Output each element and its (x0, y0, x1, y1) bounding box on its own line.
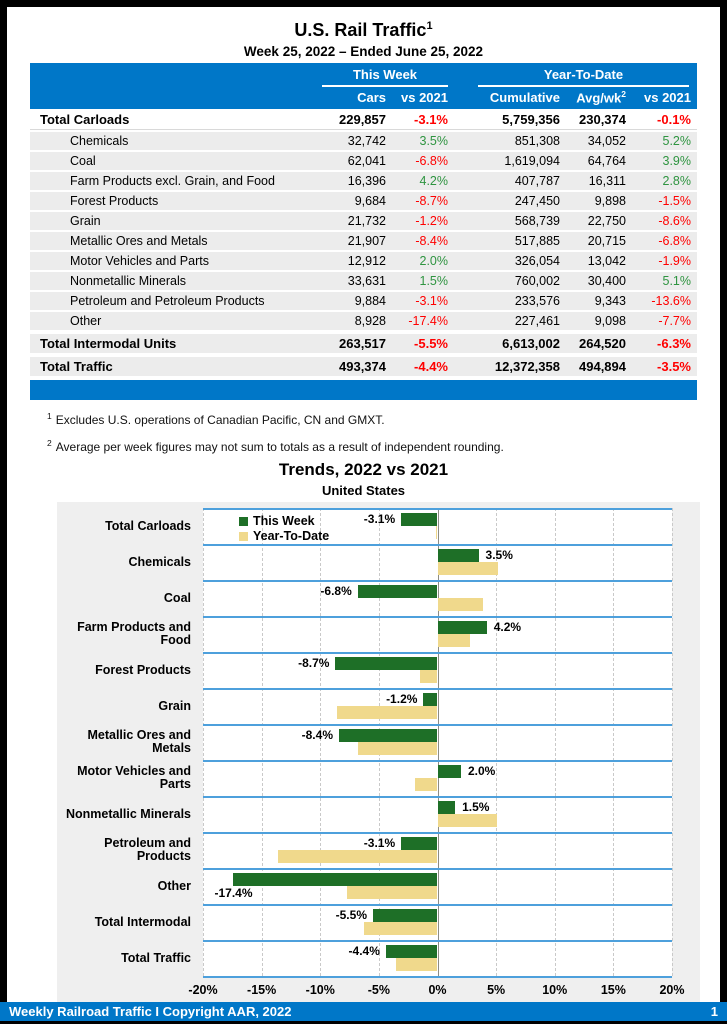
row-value: 30,400 (587, 274, 626, 288)
bar-this-week (438, 549, 479, 562)
row-value: 33,631 (347, 274, 386, 288)
chart-category-label: Other (157, 878, 191, 893)
x-axis-tick-label: -5% (367, 983, 390, 997)
chart-legend (239, 514, 329, 544)
page-subtitle: Week 25, 2022 – Ended June 25, 2022 (243, 44, 484, 59)
bar-this-week (438, 801, 456, 814)
row-value: 22,750 (587, 214, 626, 228)
chart-band (203, 688, 672, 724)
column-header-avg-per-week: Avg/$wk^2$ (576, 89, 626, 106)
chart-band (203, 724, 672, 760)
row-value: 2.0% (419, 254, 448, 268)
row-label: Forest Products (70, 194, 159, 208)
column-header-ytd-vs-2021: vs 2021 (644, 90, 691, 105)
chart-band (203, 616, 672, 652)
row-value: 12,372,358 (494, 359, 560, 374)
x-axis-tick-label: -20% (188, 983, 218, 997)
row-value: 12,912 (347, 254, 386, 268)
bar-year-to-date (337, 706, 438, 719)
chart-category-label: Chemicals (128, 554, 191, 569)
chart-category-label: Metallic Ores and Metals (87, 728, 191, 755)
row-value: 4.2% (419, 174, 448, 188)
row-label: Petroleum and Petroleum Products (70, 294, 265, 308)
chart-band (203, 796, 672, 832)
bar-year-to-date (415, 778, 437, 791)
bar-value-label: -4.4% (348, 944, 380, 958)
chart-category-label: Total Intermodal (94, 914, 191, 929)
bar-value-label: -3.1% (363, 512, 396, 526)
bar-value-label: 2.0% (467, 764, 496, 778)
row-value: 13,042 (587, 254, 626, 268)
footer-text: Weekly Railroad Traffic I Copyright AAR, 2022 (9, 1004, 292, 1019)
row-value: 326,054 (514, 254, 560, 268)
chart-category-label: Grain (158, 698, 191, 713)
row-value: 9,884 (354, 294, 386, 308)
chart-category-label: Total Traffic (121, 950, 191, 965)
row-value: -1.9% (658, 254, 691, 268)
x-axis-tick-label: 10% (542, 983, 568, 997)
bar-year-to-date (438, 598, 484, 611)
table-row (30, 192, 697, 210)
table-row (30, 357, 697, 376)
row-value: 16,396 (347, 174, 386, 188)
bar-this-week (233, 873, 437, 886)
bar-year-to-date (396, 958, 437, 971)
chart-band (203, 832, 672, 868)
chart-bands (203, 508, 672, 976)
legend-swatch-this-week-icon (239, 517, 248, 526)
row-value: 21,907 (347, 234, 386, 248)
chart-band (203, 580, 672, 616)
row-value: 247,450 (514, 194, 560, 208)
row-value: 8,928 (354, 314, 386, 328)
bar-this-week (438, 621, 487, 634)
bar-this-week (438, 765, 461, 778)
chart-plot-area (203, 508, 672, 978)
x-axis-tick-label: -10% (305, 983, 335, 997)
row-value: -6.3% (657, 336, 691, 351)
row-value: -8.4% (415, 234, 448, 248)
x-axis-tick-label: -15% (247, 983, 277, 997)
row-value: 264,520 (579, 336, 626, 351)
bar-year-to-date (364, 922, 438, 935)
bar-this-week (401, 837, 437, 850)
chart-category-label: Total Carloads (105, 518, 191, 533)
x-axis-tick-label: 0% (428, 983, 447, 997)
bar-this-week (386, 945, 438, 958)
chart-band (203, 760, 672, 796)
bar-value-label: 1.5% (462, 800, 490, 814)
table-column-header-row (30, 86, 691, 109)
column-header-cumulative: Cumulative (489, 90, 560, 105)
row-value: -3.5% (657, 359, 691, 374)
bar-year-to-date (438, 634, 471, 647)
bar-value-label: -6.8% (320, 584, 352, 598)
row-value: 493,374 (339, 359, 386, 374)
x-axis-tick-label: 5% (487, 983, 506, 997)
bar-year-to-date (438, 814, 498, 827)
page-title (7, 15, 720, 41)
table-row (30, 212, 697, 230)
row-value: 230,374 (579, 111, 626, 127)
table-row (30, 334, 697, 353)
row-label: Total Traffic (40, 359, 113, 374)
row-value: 2.8% (662, 174, 691, 188)
chart-category-label: Nonmetallic Minerals (65, 806, 191, 821)
row-value: 9,684 (354, 194, 386, 208)
bar-year-to-date (347, 886, 437, 899)
bar-value-label: -3.1% (363, 836, 396, 850)
page-title-text: U.S. Rail Traffic (294, 20, 427, 40)
bar-value-label: 4.2% (493, 620, 522, 634)
row-value: 9,898 (594, 194, 626, 208)
row-value: 517,885 (514, 234, 560, 248)
group-header-year-to-date: Year-To-Date (448, 67, 691, 87)
table-row (30, 109, 697, 130)
chart-band (203, 868, 672, 904)
row-value: 6,613,002 (502, 336, 560, 351)
chart-category-labels (57, 508, 203, 1002)
row-value: 3.5% (419, 134, 448, 148)
row-value: 227,461 (514, 314, 560, 328)
row-value: -5.5% (414, 336, 448, 351)
bar-this-week (358, 585, 438, 598)
report-content (7, 7, 720, 1002)
bar-value-label: -17.4% (214, 886, 253, 900)
row-value: 407,787 (514, 174, 560, 188)
row-value: -1.5% (658, 194, 691, 208)
row-value: -17.4% (408, 314, 448, 328)
bar-year-to-date (420, 670, 438, 683)
chart-x-axis (188, 978, 685, 1002)
bar-value-label: -1.2% (386, 692, 418, 706)
bar-this-week (423, 693, 437, 706)
gridline (672, 508, 673, 976)
bar-year-to-date (438, 562, 499, 575)
chart-category-label: Forest Products (95, 662, 191, 677)
row-value: -3.1% (414, 111, 448, 127)
row-value: 1.5% (419, 274, 448, 288)
row-value: 229,857 (339, 111, 386, 127)
row-value: 5,759,356 (502, 111, 560, 127)
chart-subtitle: United States (321, 483, 406, 498)
table-row (30, 312, 697, 330)
row-label: Other (70, 314, 102, 328)
legend-item-this-week: This Week (239, 514, 329, 529)
chart-title: Trends, 2022 vs 2021 (278, 460, 449, 479)
row-value: 16,311 (588, 174, 626, 188)
bar-value-label: 3.5% (485, 548, 513, 562)
bar-this-week (335, 657, 437, 670)
row-value: 34,052 (587, 134, 626, 148)
table-row (30, 292, 697, 310)
chart-panel (57, 502, 700, 1002)
row-value: 21,732 (347, 214, 386, 228)
row-value: 32,742 (347, 134, 386, 148)
row-value: -0.1% (657, 111, 691, 127)
row-value: 9,343 (594, 294, 626, 308)
x-axis-tick-label: 15% (600, 983, 626, 997)
table-header (30, 63, 697, 109)
row-value: 20,715 (587, 234, 626, 248)
footer-page-number: 1 (710, 1004, 718, 1019)
row-value: -3.1% (415, 294, 448, 308)
bar-year-to-date (436, 526, 437, 539)
footnote-1: $^1$ Excludes U.S. operations of Canadian Pacific, CN and GMXT. (47, 411, 385, 427)
chart-band (203, 940, 672, 976)
group-header-this-week: This Week (300, 67, 448, 87)
row-value: 62,041 (347, 154, 386, 168)
chart-plot-column (188, 508, 685, 1002)
row-value: -6.8% (415, 154, 448, 168)
table-row (30, 232, 697, 250)
chart-category-label: Coal (163, 590, 191, 605)
bar-this-week (339, 729, 437, 742)
legend-item-year-to-date: Year-To-Date (239, 529, 329, 544)
bar-year-to-date (278, 850, 437, 863)
row-value: 568,739 (514, 214, 560, 228)
table-body (30, 109, 697, 376)
table-row (30, 272, 697, 290)
column-header-cars-vs-2021: vs 2021 (401, 90, 448, 105)
row-value: -8.6% (658, 214, 691, 228)
bar-value-label: -8.7% (298, 656, 330, 670)
bar-this-week (373, 909, 437, 922)
table-row (30, 172, 697, 190)
bar-value-label: -5.5% (335, 908, 367, 922)
row-label: Coal (70, 154, 96, 168)
table-bottom-bar (30, 380, 697, 400)
table-row (30, 152, 697, 170)
chart-band (203, 544, 672, 580)
row-value: -6.8% (658, 234, 691, 248)
row-value: 5.1% (662, 274, 691, 288)
row-value: 233,576 (514, 294, 560, 308)
chart-category-label: Farm Products and Food (77, 620, 191, 647)
avg-footnote-marker: 2 (621, 89, 626, 100)
row-value: -4.4% (414, 359, 448, 374)
title-footnote-marker: 1 (426, 20, 433, 32)
table-group-header-row (30, 67, 691, 86)
chart-category-label: Petroleum and Products (104, 836, 191, 863)
row-value: -7.7% (658, 314, 691, 328)
row-label: Grain (70, 214, 101, 228)
row-value: 263,517 (339, 336, 386, 351)
chart-band (203, 652, 672, 688)
table-row (30, 252, 697, 270)
x-axis-tick-label: 20% (659, 983, 685, 997)
row-value: 3.9% (662, 154, 691, 168)
row-value: 760,002 (514, 274, 560, 288)
chart-band (203, 904, 672, 940)
row-value: -1.2% (415, 214, 448, 228)
row-value: 5.2% (662, 134, 691, 148)
bar-this-week (401, 513, 437, 526)
footnote-2: $^2$ Average per week figures may not sum to totals as a result of independent rounding. (47, 438, 504, 454)
bar-year-to-date (358, 742, 438, 755)
bar-value-label: -8.4% (301, 728, 333, 742)
footer-bar (0, 1002, 727, 1021)
row-value: 851,308 (514, 134, 560, 148)
legend-swatch-year-to-date-icon (239, 532, 248, 541)
row-value: 64,764 (587, 154, 626, 168)
row-label: Metallic Ores and Metals (70, 234, 208, 248)
column-header-cars: Cars (357, 90, 386, 105)
chart-category-label: Motor Vehicles and Parts (77, 764, 191, 791)
row-label: Farm Products excl. Grain, and Food (70, 174, 275, 188)
row-label: Chemicals (70, 134, 129, 148)
row-value: 9,098 (594, 314, 626, 328)
row-label: Motor Vehicles and Parts (70, 254, 209, 268)
row-label: Total Intermodal Units (40, 336, 177, 351)
footnotes (47, 408, 720, 455)
row-label: Total Carloads (40, 111, 130, 127)
row-value: 1,619,094 (504, 154, 560, 168)
row-value: -8.7% (415, 194, 448, 208)
row-label: Nonmetallic Minerals (70, 274, 187, 288)
row-value: 494,894 (579, 359, 626, 374)
table-row (30, 132, 697, 150)
row-value: -13.6% (651, 294, 691, 308)
